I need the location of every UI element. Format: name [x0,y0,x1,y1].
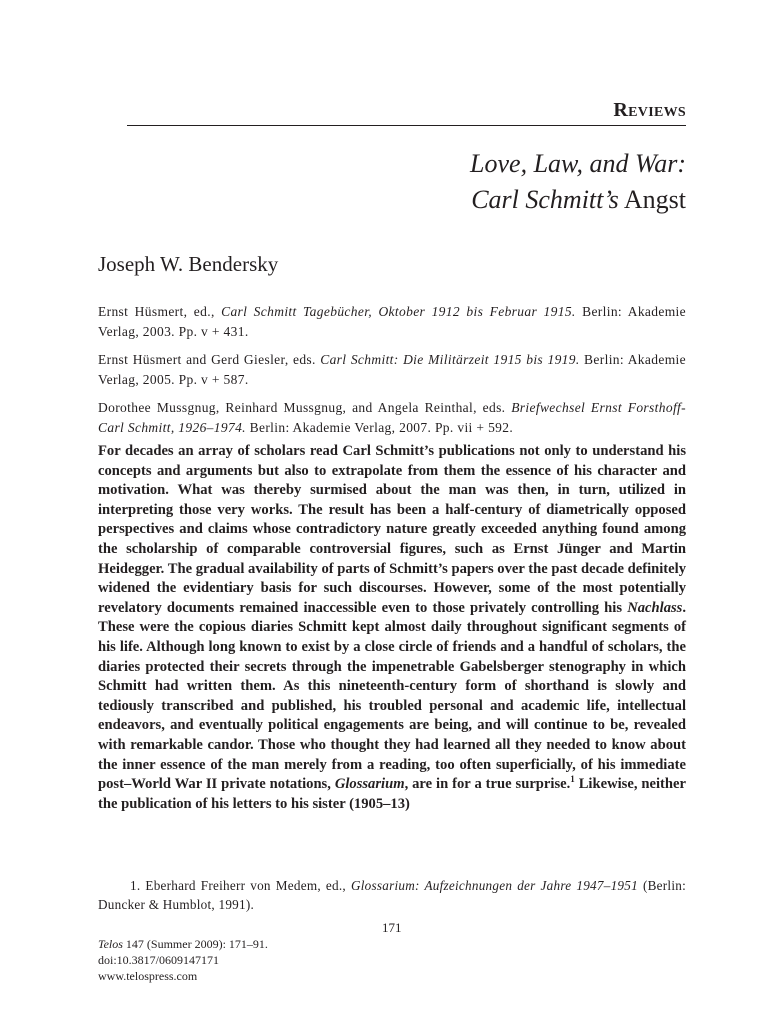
reviewed-works [98,302,686,446]
title-line-1: Love, Law, and War: [470,149,686,178]
page-number: 171 [382,920,402,935]
colophon [98,936,268,984]
footnote-ref[interactable]: 1 [570,774,575,785]
reviewed-work: Ernst Hüsmert, ed., Carl Schmitt Tagebücher, Oktober 1912 bis Februar 1915. Berlin: Akademie Verlag, 2003. Pp. v + 431. [98,304,686,339]
section-label: Reviews [613,99,686,121]
body-paragraph: For decades an array of scholars read Carl Schmitt’s publications not only to understand his concepts and arguments but also to extrapolate from them the essence of his character and motivation. What was thereby surmised about the man was then, in turn, utilized in interpreting those very works. The result has been a half-century of diametrically opposed perspectives and claims whose contradictory nature greatly exceeded anything found among the scholarship of comparable controversial figures, such as Ernst Jünger and Martin Heidegger. The gradual availability of parts of Schmitt’s papers over the past decade definitely widened the evidentiary basis for such discourses. However, some of the most potentially revelatory documents remained inaccessible even to those privately controlling his Nachlass. These were the copious diaries Schmitt kept almost daily throughout significant segments of his life. Although long known to exist by a close circle of friends and a handful of scholars, the diaries protected their secrets through the impenetrable Gabelsberger stenography in which Schmitt had written them. As this nineteenth-century form of shorthand is slowly and tediously transcribed and published, his troubled personal and academic life, intellectual endeavors, and eventually political engagements are being, and will continue to be, revealed with remarkable candor. Those who thought they had learned all they needed to know about the inner essence of the man merely from a reading, too often superficially, of his immediate post–World War II private notations, Glossarium, are in for a true surprise.$^1$ Likewise, neither the publication of his letters to his sister (1905–13) [98,443,686,812]
footnote: 1. Eberhard Freiherr von Medem, ed., Glossarium: Aufzeichnungen der Jahre 1947–1951 (Berlin: Duncker & Humblot, 1991). [98,878,686,912]
doi: doi:10.3817/0609147171 [98,953,220,967]
website-link[interactable]: www.telospress.com [98,969,198,983]
reviewed-work: Dorothee Mussgnug, Reinhard Mussgnug, and Angela Reinthal, eds. Briefwechsel Ernst Forsthoff-Carl Schmitt, 1926–1974. Berlin: Akademie Verlag, 2007. Pp. vii + 592. [98,400,686,435]
section-header [127,98,686,126]
article-title [470,146,686,218]
author-name: Joseph W. Bendersky [98,252,279,276]
reviewed-work: Ernst Hüsmert and Gerd Giesler, eds. Carl Schmitt: Die Militärzeit 1915 bis 1919. Berlin: Akademie Verlag, 2005. Pp. v + 587. [98,352,686,387]
title-line-2: Carl Schmitt’s Angst [471,185,686,214]
citation-line: Telos 147 (Summer 2009): 171–91. [98,937,268,951]
